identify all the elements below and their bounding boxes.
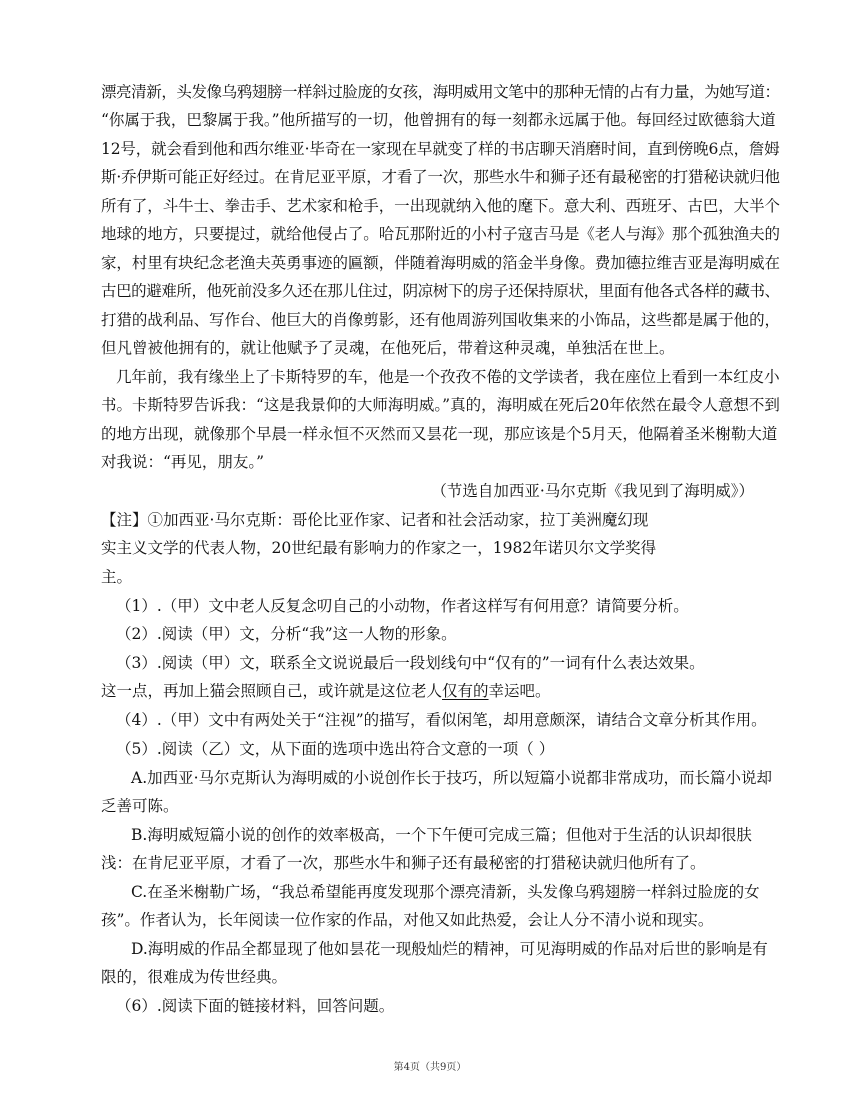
option-d: D.海明威的作品全都显现了他如昙花一现般灿烂的精神，可见海明威的作品对后世的影响是有 [131,940,768,958]
question-4: （4）.（甲）文中有两处关于“注视”的描写，看似闲笔，却用意颇深，请结合文章分析其作用。 [116,711,767,729]
passage-line: 12号，就会看到他和西尔维亚·毕奇在一家现在早就变了样的书店聊天消磨时间，直到傍晚6点，詹姆 [101,140,780,158]
passage-line: 斯·乔伊斯可能正好经过。在肯尼亚平原，才看了一次，那些水牛和狮子还有最秘密的打猎秘诀就归他 [101,168,780,186]
passage-line: 地球的地方，只要提过，就给他侵占了。哈瓦那附近的小村子寇吉马是《老人与海》那个孤独渔夫的 [101,225,780,243]
option-b: B.海明威短篇小说的创作的效率极高，一个下午便可完成三篇；但他对于生活的认识却很肤 [131,826,752,844]
passage-line: 打猎的战利品、写作台、他巨大的肖像剪影，还有他周游列国收集来的小饰品，这些都是属于他的， [101,311,780,329]
option-d-cont: 限的，很难成为传世经典。 [101,968,288,986]
passage-line: 的地方出现，就像那个早晨一样永恒不灭然而又昙花一现，那应该是个5月天，他隔着圣米榭勒大道 [101,425,778,443]
option-c: C.在圣米榭勒广场，“我总希望能再度发现那个漂亮清新，头发像乌鸦翅膀一样斜过脸庞的女 [131,883,760,901]
question-3-quote [101,681,551,701]
passage-line: 所有了，斗牛士、拳击手、艺术家和枪手，一出现就纳入他的麾下。意大利、西班牙、古巴，大半个 [101,197,780,215]
option-a: A.加西亚·马尔克斯认为海明威的小说创作长于技巧，所以短篇小说都非常成功，而长篇小说却 [131,769,773,787]
page-footer: 第4页（共9页） [393,1062,467,1073]
option-b-cont: 浅：在肯尼亚平原，才看了一次，那些水牛和狮子还有最秘密的打猎秘诀就归他所有了。 [101,854,706,872]
note-line: 主。 [101,568,133,586]
note-line: 实主义文学的代表人物，20世纪最有影响力的作家之一，1982年诺贝尔文学奖得 [101,539,657,557]
note-line: 【注】①加西亚·马尔克斯：哥伦比亚作家、记者和社会活动家，拉丁美洲魔幻现 [101,511,649,529]
passage-line: 对我说：“再见，朋友。” [101,453,265,471]
passage-line: 家，村里有块纪念老渔夫英勇事迹的匾额，伴随着海明威的箔金半身像。费加德拉维吉亚是海明威在 [101,254,780,272]
passage-line: “你属于我，巴黎属于我。”他所描写的一切，他曾拥有的每一刻都永远属于他。每回经过欧德翁大道 [101,111,776,129]
underlined-phrase: 仅有的 [442,682,489,700]
passage-line: 书。卡斯特罗告诉我：“这是我景仰的大师海明威。”真的，海明威在死后20年依然在最令人意想不到 [101,396,780,414]
passage-source: （节选自加西亚·马尔克斯《我见到了海明威》） [431,482,754,500]
question-1: （1）.（甲）文中老人反复念叨自己的小动物，作者这样写有何用意？请简要分析。 [116,597,689,615]
question-5: （5）.阅读（乙）文，从下面的选项中选出符合文意的一项（ ） [116,740,555,758]
quote-text: 这一点，再加上猫会照顾自己，或许就是这位老人 [101,682,443,700]
option-c-cont: 孩”。作者认为，长年阅读一位作家的作品，对他又如此热爱，会让人分不清小说和现实。 [101,911,714,929]
passage-line: 漂亮清新，头发像乌鸦翅膀一样斜过脸庞的女孩，海明威用文笔中的那种无情的占有力量，为她写道： [101,83,780,101]
question-3: （3）.阅读（甲）文，联系全文说说最后一段划线句中“仅有的”一词有什么表达效果。 [116,654,705,672]
passage-line: 古巴的避难所，他死前没多久还在那儿住过，阴凉树下的房子还保持原状，里面有他各式各样的藏书、 [101,282,780,300]
quote-text: 幸运吧。 [488,682,551,700]
question-2: （2）.阅读（甲）文，分析“我”这一人物的形象。 [116,625,457,643]
option-a-cont: 乏善可陈。 [101,797,179,815]
question-6: （6）.阅读下面的链接材料，回答问题。 [116,997,395,1015]
passage-line: 但凡曾被他拥有的，就让他赋予了灵魂，在他死后，带着这种灵魂，单独活在世上。 [101,339,675,357]
passage-line: 几年前，我有缘坐上了卡斯特罗的车，他是一个孜孜不倦的文学读者，我在座位上看到一本红皮小 [116,368,780,386]
